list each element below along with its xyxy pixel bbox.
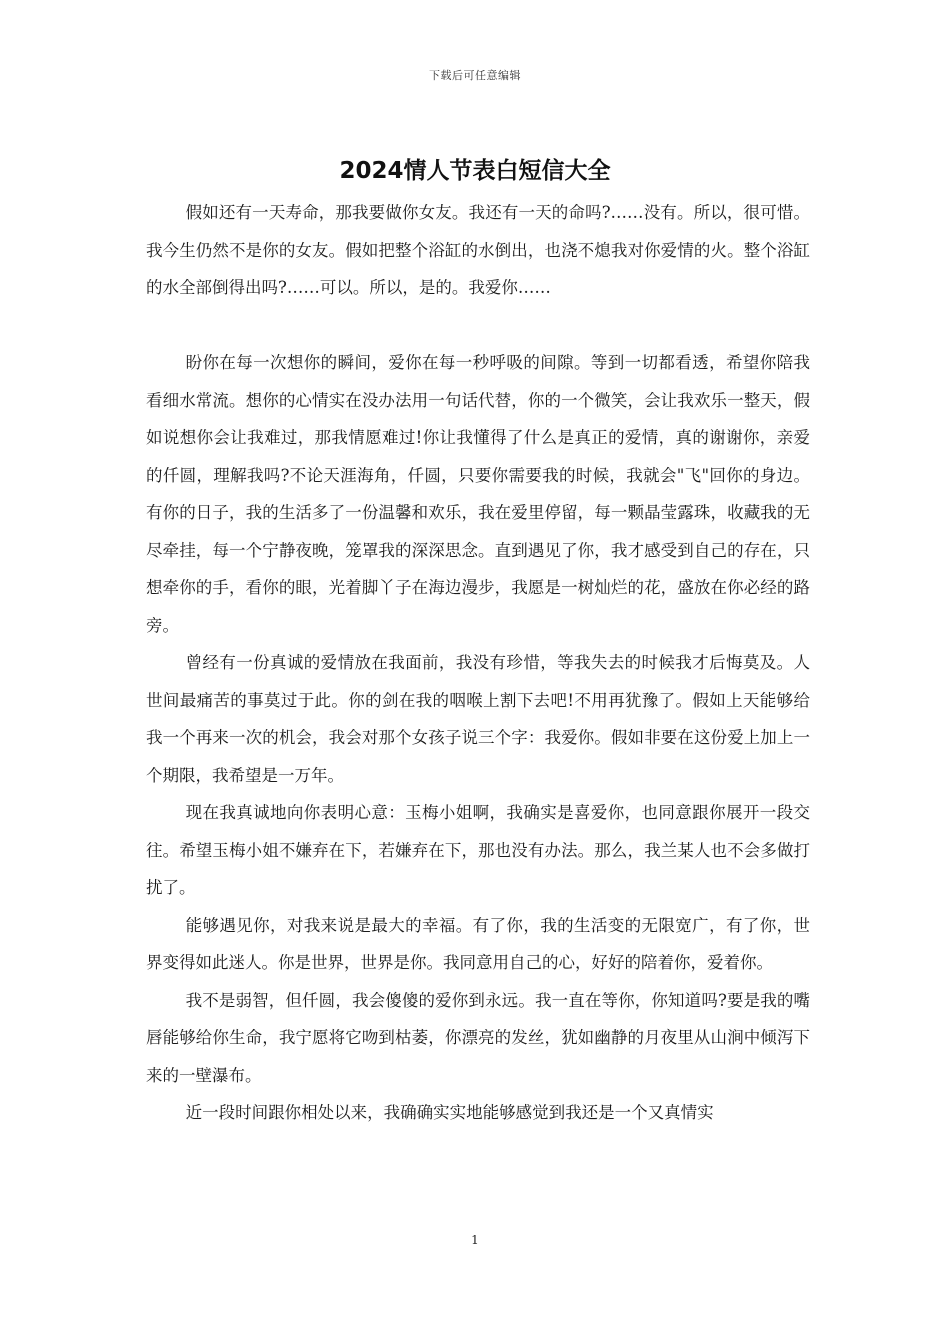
page-number: 1	[471, 1233, 479, 1247]
paragraph-4: 现在我真诚地向你表明心意：玉梅小姐啊，我确实是喜爱你，也同意跟你展开一段交往。希望玉梅小姐不嫌弃在下，若嫌弃在下，那也没有办法。那么，我兰某人也不会多做打扰了。	[146, 803, 810, 897]
paragraph-6: 我不是弱智，但仟圆，我会傻傻的爱你到永远。我一直在等你，你知道吗?要是我的嘴唇能够给你生命，我宁愿将它吻到枯萎，你漂亮的发丝，犹如幽静的月夜里从山涧中倾泻下来的一壁瀑布。	[146, 990, 810, 1085]
paragraph-1: 假如还有一天寿命，那我要做你女友。我还有一天的命吗?……没有。所以，很可惜。我今生仍然不是你的女友。假如把整个浴缸的水倒出，也浇不熄我对你爱情的火。整个浴缸的水全部倒得出吗?……可以。所以，是的。我爱你……	[146, 203, 810, 297]
document-title: 2024情人节表白短信大全	[339, 158, 611, 184]
paragraph-spacer	[146, 307, 810, 345]
paragraph-3: 曾经有一份真诚的爱情放在我面前，我没有珍惜，等我失去的时候我才后悔莫及。人世间最痛苦的事莫过于此。你的剑在我的咽喉上割下去吧!不用再犹豫了。假如上天能够给我一个再来一次的机会，我会对那个女孩子说三个字：我爱你。假如非要在这份爱上加上一个期限，我希望是一万年。	[146, 653, 810, 785]
header-note: 下载后可任意编辑	[429, 69, 521, 82]
document-body	[146, 194, 810, 1132]
paragraph-7: 近一段时间跟你相处以来，我确确实实地能够感觉到我还是一个又真情实	[185, 1103, 714, 1122]
paragraph-5: 能够遇见你，对我来说是最大的幸福。有了你，我的生活变的无限宽广，有了你，世界变得如此迷人。你是世界，世界是你。我同意用自己的心，好好的陪着你，爱着你。	[146, 915, 810, 972]
paragraph-2: 盼你在每一次想你的瞬间，爱你在每一秒呼吸的间隙。等到一切都看透，希望你陪我看细水常流。想你的心情实在没办法用一句话代替，你的一个微笑，会让我欢乐一整天，假如说想你会让我难过，那我情愿难过!你让我懂得了什么是真正的爱情，真的谢谢你，亲爱的仟圆，理解我吗?不论天涯海角，仟圆，只要你需要我的时候，我就会"飞"回你的身边。有你的日子，我的生活多了一份温馨和欢乐，我在爱里停留，每一颗晶莹露珠，收藏我的无尽牵挂，每一个宁静夜晚，笼罩我的深深思念。直到遇见了你，我才感受到自己的存在，只想牵你的手，看你的眼，光着脚丫子在海边漫步，我愿是一树灿烂的花，盛放在你必经的路旁。	[146, 353, 810, 635]
